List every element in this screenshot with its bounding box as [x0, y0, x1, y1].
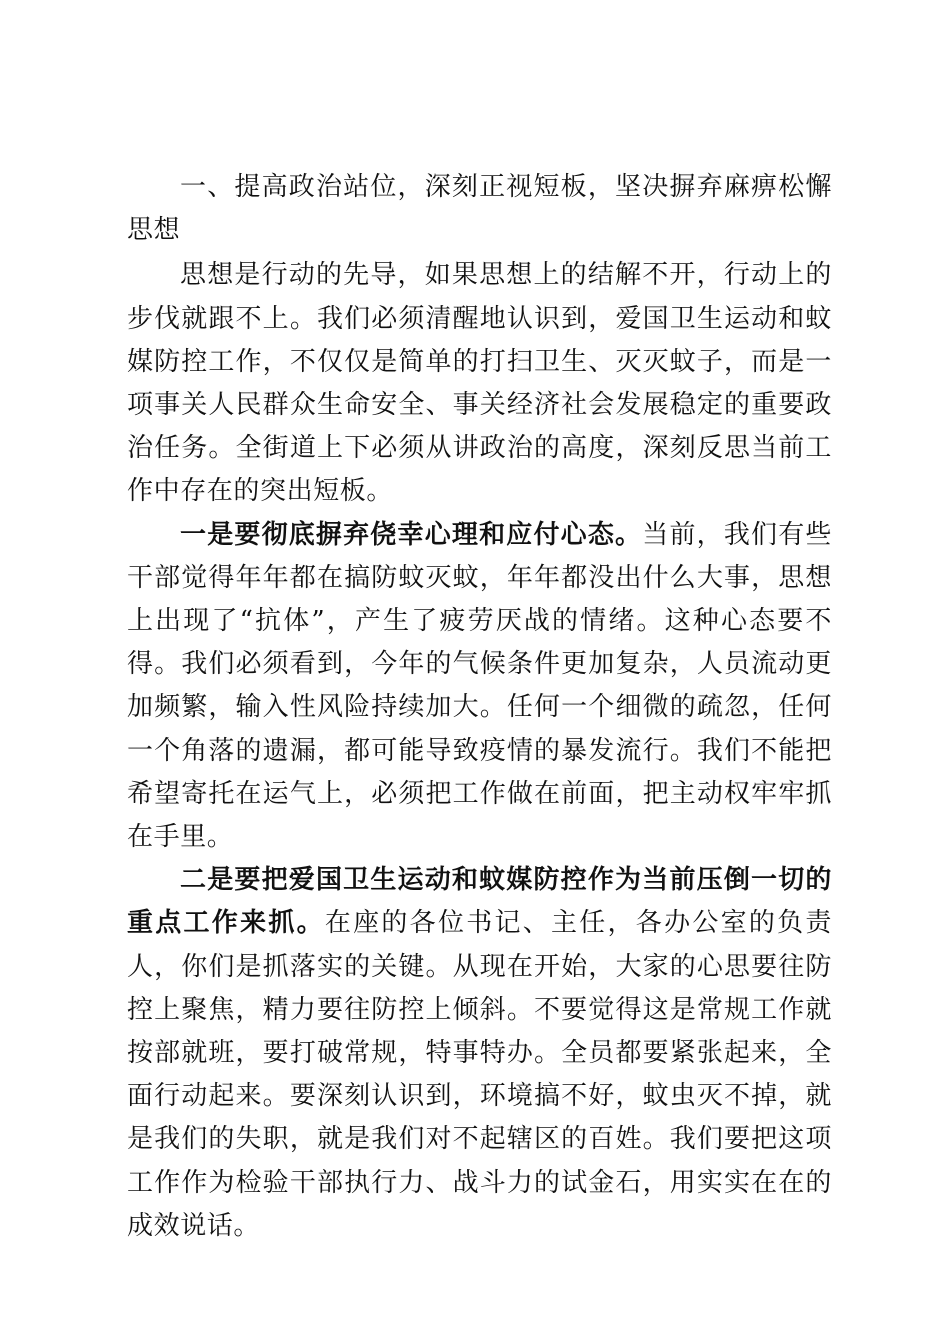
- paragraph-text: 思想是行动的先导，如果思想上的结解不开，行动上的步伐就跟不上。我们必须清醒地认识到，爱国卫生运动和蚊媒防控工作，不仅仅是简单的打扫卫生、灭灭蚊子，而是一项事关人民群众生命安全、事关经济社会发展稳定的重要政治任务。全街道上下必须从讲政治的高度，深刻反思当前工作中存在的突出短板。: [127, 260, 832, 507]
- section-heading: 一、提高政治站位，深刻正视短板，坚决摒弃麻痹松懈思想: [127, 172, 832, 246]
- paragraph-lead: 二是要把爱国卫生运动和蚊媒防控作为当前压倒一切的重点工作来抓。: [127, 865, 832, 939]
- body-paragraph-2: [127, 514, 832, 860]
- document-page: [127, 166, 832, 1248]
- body-paragraph-3: [127, 859, 832, 1248]
- paragraph-text: 当前，我们有些干部觉得年年都在搞防蚊灭蚊，年年都没出什么大事，思想上出现了“抗体”，产生了疲劳厌战的情绪。这种心态要不得。我们必须看到，今年的气候条件更加复杂，人员流动更加频繁，输入性风险持续加大。任何一个细微的疏忽，任何一个角落的遗漏，都可能导致疫情的暴发流行。我们不能把希望寄托在运气上，必须把工作做在前面，把主动权牢牢抓在手里。: [127, 519, 832, 853]
- body-paragraph-1: [127, 254, 832, 513]
- paragraph-lead: 一是要彻底摒弃侥幸心理和应付心态。: [180, 519, 643, 550]
- paragraph-text: 在座的各位书记、主任，各办公室的负责人，你们是抓落实的关键。从现在开始，大家的心思要往防控上聚焦，精力要往防控上倾斜。不要觉得这是常规工作就按部就班，要打破常规，特事特办。全员都要紧张起来，全面行动起来。要深刻认识到，环境搞不好，蚊虫灭不掉，就是我们的失职，就是我们对不起辖区的百姓。我们要把这项工作作为检验干部执行力、战斗力的试金石，用实实在在的成效说话。: [127, 908, 832, 1241]
